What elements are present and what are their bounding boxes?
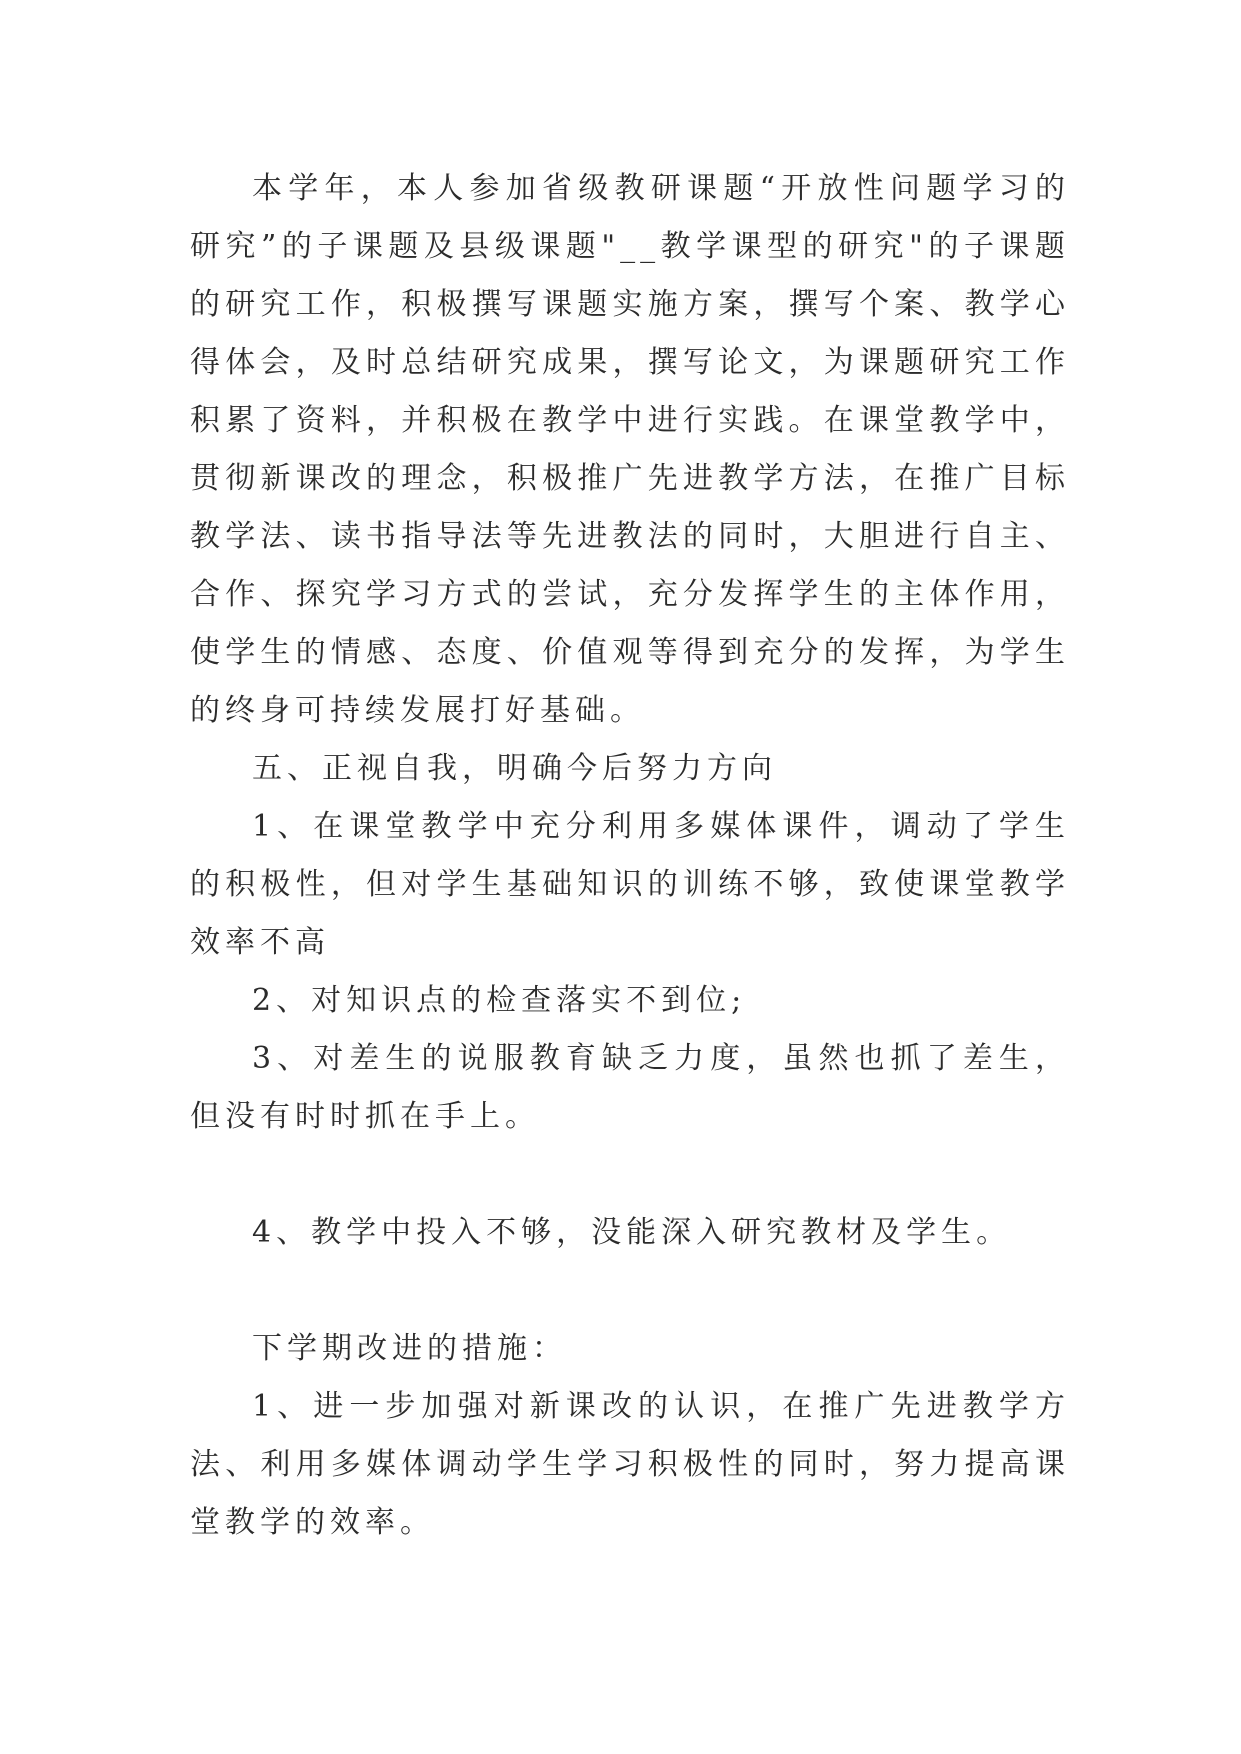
paragraph-research-work: 本学年，本人参加省级教研课题“开放性问题学习的研究”的子课题及县级课题"__教学课型的研究"的子课题的研究工作，积极撰写课题实施方案，撰写个案、教学心得体会，及时总结研究成果，撰写论文，为课题研究工作积累了资料，并积极在教学中进行实践。在课堂教学中，贯彻新课改的理念，积极推广先进教学方法，在推广目标教学法、读书指导法等先进教法的同时，大胆进行自主、合作、探究学习方式的尝试，充分发挥学生的主体作用，使学生的情感、态度、价值观等得到充分的发挥，为学生的终身可持续发展打好基础。 [190, 171, 1070, 728]
document-body [190, 160, 1070, 1552]
paragraph-measure-1: 1、进一步加强对新课改的认识，在推广先进教学方法、利用多媒体调动学生学习积极性的同时，努力提高课堂教学的效率。 [190, 1389, 1070, 1540]
paragraph-item-2: 2、对知识点的检查落实不到位; [252, 983, 747, 1018]
paragraph-item-3: 3、对差生的说服教育缺乏力度，虽然也抓了差生，但没有时时抓在手上。 [190, 1041, 1070, 1134]
paragraph-item-1: 1、在课堂教学中充分利用多媒体课件，调动了学生的积极性，但对学生基础知识的训练不够，致使课堂教学效率不高 [190, 809, 1070, 960]
heading-improvement-measures: 下学期改进的措施： [252, 1331, 567, 1366]
heading-section-five: 五、正视自我，明确今后努力方向 [252, 751, 777, 786]
paragraph-item-4: 4、教学中投入不够，没能深入研究教材及学生。 [252, 1215, 1012, 1250]
